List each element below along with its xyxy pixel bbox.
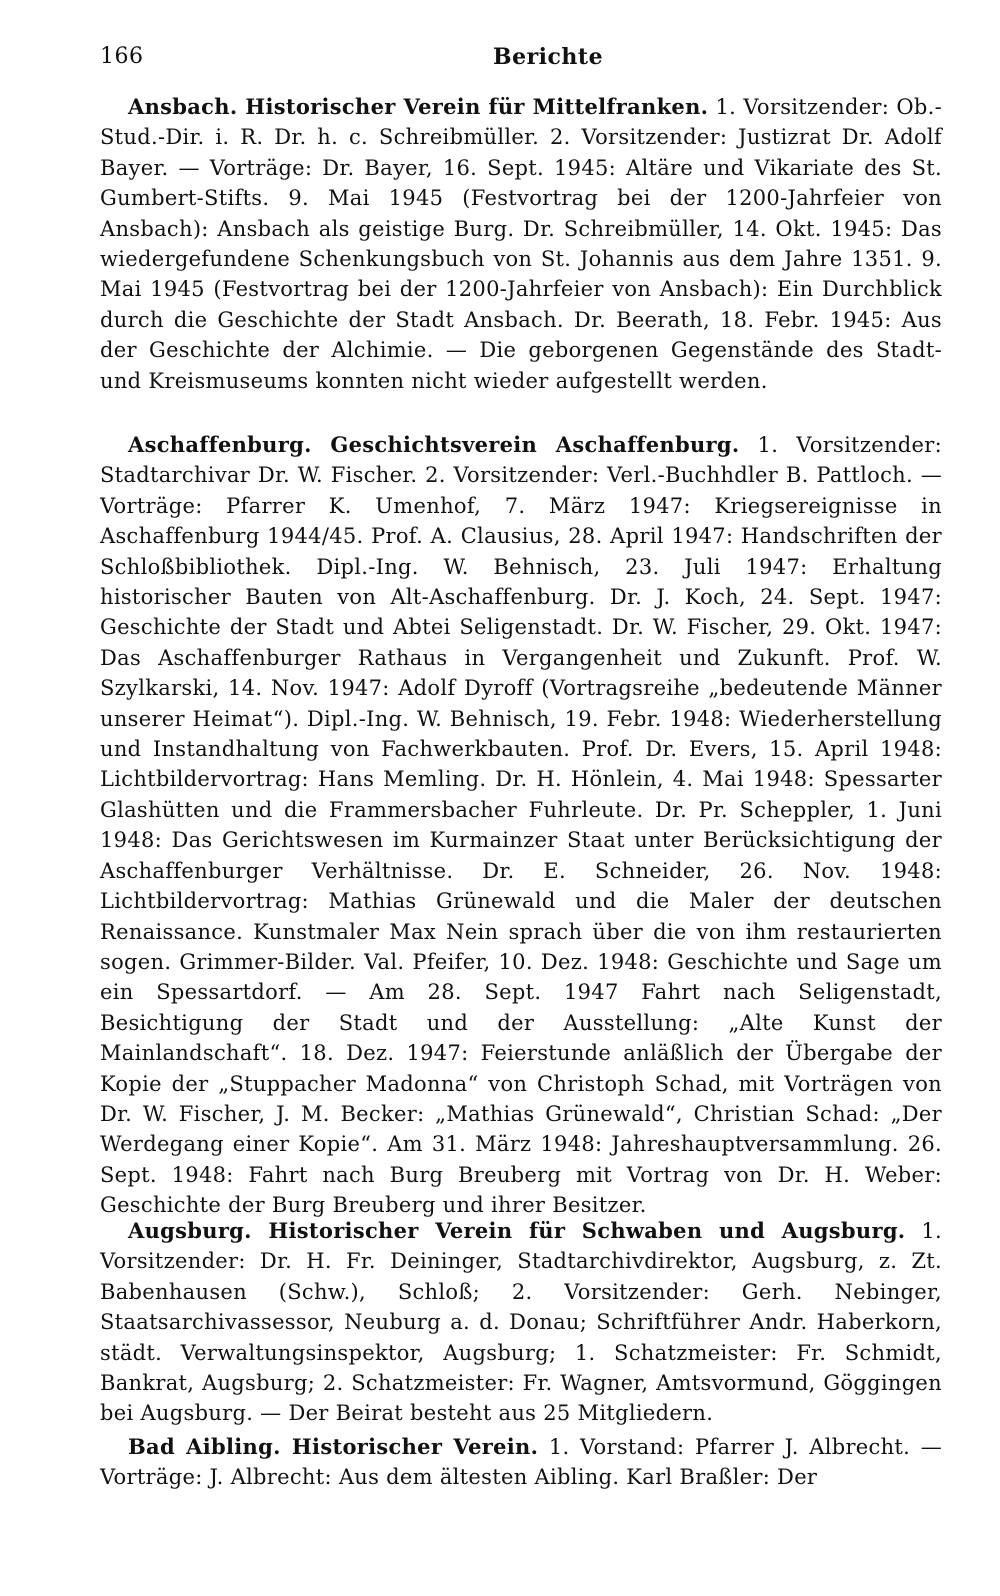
- running-head: [0, 44, 1000, 80]
- entry-heading: Bad Aibling. Historischer Verein.: [128, 1434, 539, 1459]
- entry-aschaffenburg: [100, 430, 942, 1221]
- entry-body: 1. Vorstand: Pfarrer J. Albrecht. — Vorträge: J. Albrecht: Aus dem ältesten Aibling. Karl Braßler: Der: [100, 1435, 943, 1490]
- entry-body: 1. Vorsitzender: Stadtarchivar Dr. W. Fischer. 2. Vorsitzender: Verl.-Buchhdler B. Pattloch. — Vorträge: Pfarrer K. Umenhof, 7. März 1947: Kriegsereignisse in Aschaffenburg 1944/45. Prof. A. Clausius, 28. April 1947: Handschriften der Schloßbibliothek. Dipl.-Ing. W. Behnisch, 23. Juli 1947: Erhaltung historischer Bauten von Alt-Aschaffenburg. Dr. J. Koch, 24. Sept. 1947: Geschichte der Stadt und Abtei Seligenstadt. Dr. W. Fischer, 29. Okt. 1947: Das Aschaffenburger Rathaus in Vergangenheit und Zukunft. Prof. W. Szylkarski, 14. Nov. 1947: Adolf Dyroff (Vortragsreihe „bedeutende Männer unserer Heimat“). Dipl.-Ing. W. Behnisch, 19. Febr. 1948: Wiederherstellung und Instandhaltung von Fachwerkbauten. Prof. Dr. Evers, 15. April 1948: Lichtbildervortrag: Hans Memling. Dr. H. Hönlein, 4. Mai 1948: Spessarter Glashütten und die Frammersbacher Fuhrleute. Dr. Pr. Scheppler, 1. Juni 1948: Das Gerichtswesen im Kurmainzer Staat unter Berücksichtigung der Aschaffenburger Verhältnisse. Dr. E. Schneider, 26. Nov. 1948: Lichtbildervortrag: Mathias Grünewald und die Maler der deutschen Renaissance. Kunstmaler Max Nein sprach über die von ihm restaurierten sogen. Grimmer-Bilder. Val. Pfeifer, 10. Dez. 1948: Geschichte und Sage um ein Spessartdorf. — Am 28. Sept. 1947 Fahrt nach Seligenstadt, Besichtigung der Stadt und der Ausstellung: „Alte Kunst der Mainlandschaft“. 18. Dez. 1947: Feierstunde anläßlich der Übergabe der Kopie der „Stuppacher Madonna“ von Christoph Schad, mit Vorträgen von Dr. W. Fischer, J. M. Becker: „Mathias Grünewald“, Christian Schad: „Der Werdegang einer Kopie“. Am 31. März 1948: Jahreshauptversammlung. 26. Sept. 1948: Fahrt nach Burg Breuberg mit Vortrag von Dr. H. Weber: Geschichte der Burg Breuberg und ihrer Besitzer.: [100, 433, 942, 1218]
- entry-bad-aibling: [100, 1432, 942, 1493]
- page-number: 166: [100, 44, 144, 69]
- entry-body: 1. Vorsitzender: Dr. H. Fr. Deininger, Stadtarchivdirektor, Augsburg, z. Zt. Babenhausen (Schw.), Schloß; 2. Vorsitzender: Gerh. Nebinger, Staatsarchivassessor, Neuburg a. d. Donau; Schriftführer Andr. Haberkorn, städt. Verwaltungsinspektor, Augsburg; 1. Schatzmeister: Fr. Schmidt, Bankrat, Augsburg; 2. Schatzmeister: Fr. Wagner, Amtsvormund, Göggingen bei Augsburg. — Der Beirat besteht aus 25 Mitgliedern.: [100, 1219, 942, 1426]
- entry-body: 1. Vorsitzender: Ob.-Stud.-Dir. i. R. Dr. h. c. Schreibmüller. 2. Vorsitzender: Justizrat Dr. Adolf Bayer. — Vorträge: Dr. Bayer, 16. Sept. 1945: Altäre und Vikariate des St. Gumbert-Stifts. 9. Mai 1945 (Festvortrag bei der 1200-Jahrfeier von Ansbach): Ansbach als geistige Burg. Dr. Schreibmüller, 14. Okt. 1945: Das wiedergefundene Schenkungsbuch von St. Johannis aus dem Jahre 1351. 9. Mai 1945 (Festvortrag bei der 1200-Jahrfeier von Ansbach): Ein Durchblick durch die Geschichte der Stadt Ansbach. Dr. Beerath, 18. Febr. 1945: Aus der Geschichte der Alchimie. — Die geborgenen Gegenstände des Stadt- und Kreismuseums konnten nicht wieder aufgestellt werden.: [100, 95, 942, 393]
- entry-heading: Ansbach. Historischer Verein für Mittelfranken.: [128, 94, 709, 119]
- entry-augsburg: [100, 1216, 942, 1429]
- entry-heading: Augsburg. Historischer Verein für Schwaben und Augsburg.: [128, 1218, 906, 1243]
- running-title: Berichte: [493, 44, 604, 70]
- entry-heading: Aschaffenburg. Geschichtsverein Aschaffenburg.: [128, 432, 740, 457]
- entry-ansbach: [100, 92, 942, 396]
